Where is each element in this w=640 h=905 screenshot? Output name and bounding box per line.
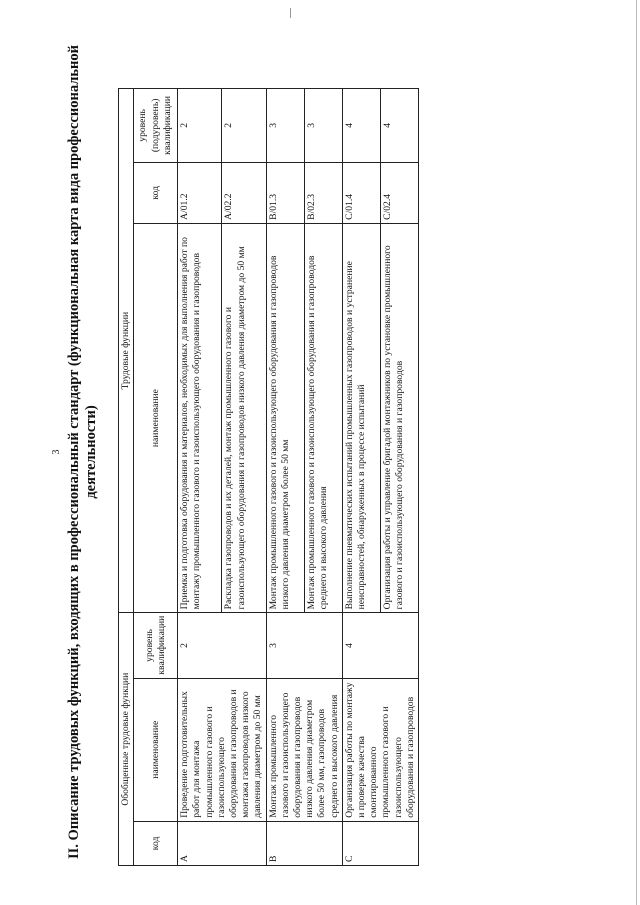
func-level-header: уровень (подуровень) квалификации	[134, 89, 178, 163]
function-level: 2	[222, 89, 266, 163]
group-level: 3	[266, 613, 342, 678]
gen-level-header: уровень квалификации	[134, 613, 178, 678]
group-level: 2	[178, 613, 266, 678]
table-row	[342, 89, 380, 866]
function-code: A/02.2	[222, 162, 266, 223]
gen-code-header: код	[134, 821, 178, 865]
group-code: A	[178, 821, 266, 865]
labor-functions-header: Трудовые функции	[119, 89, 134, 613]
function-name: Приемка и подготовка оборудования и материалов, необходимых для выполнения работ по монтажу промышленного газового и газоиспользующего оборудования и газопроводов	[178, 223, 222, 613]
group-name: Организация работы по монтажу и проверке качества смонтированного промышленного газового и газоиспользующего оборудования и газопроводов	[342, 678, 418, 821]
generalized-functions-header: Обобщенные трудовые функции	[119, 613, 134, 866]
section-title: II. Описание трудовых функций, входящих в профессиональный стандарт (функциональная карта вида профессиональной деятельности)	[66, 45, 99, 859]
function-name: Монтаж промышленного газового и газоиспользующего оборудования и газопроводов среднего и высокого давления	[304, 223, 342, 613]
function-name: Организация работы и управление бригадой монтажников по установке промышленного газового и газоиспользующего оборудования и газопроводов	[380, 223, 418, 613]
group-code: C	[342, 821, 418, 865]
function-name: Выполнение пневматических испытаний промышленных газопроводов и устранение неисправностей, обнаруженных в процессе испытаний	[342, 223, 380, 613]
function-level: 4	[380, 89, 418, 163]
function-level: 2	[178, 89, 222, 163]
group-name: Проведение подготовительных работ для монтажа промышленного газового и газоиспользующего оборудования и газопроводов и монтажа газопроводов низкого давления диаметром до 50 мм	[178, 678, 266, 821]
group-level: 4	[342, 613, 418, 678]
function-name: Раскладка газопроводов и их деталей, монтаж промышленного газового и газоиспользующего оборудования и газопроводов низкого давления диаметром до 50 мм	[222, 223, 266, 613]
function-level: 3	[266, 89, 304, 163]
function-level: 3	[304, 89, 342, 163]
function-code: B/01.3	[266, 162, 304, 223]
function-code: C/02.4	[380, 162, 418, 223]
func-name-header: наименование	[134, 223, 178, 613]
page-edge-line	[636, 0, 637, 905]
function-level: 4	[342, 89, 380, 163]
func-code-header: код	[134, 162, 178, 223]
gen-name-header: наименование	[134, 678, 178, 821]
function-code: C/01.4	[342, 162, 380, 223]
group-name: Монтаж промышленного газового и газоиспользующего оборудования и газопроводов низкого давления диаметром более 50 мм, газопроводов среднего и высокого давления	[266, 678, 342, 821]
functional-map-table	[118, 88, 419, 866]
table-body	[178, 89, 419, 866]
function-code: B/02.3	[304, 162, 342, 223]
rotated-document	[50, 32, 590, 872]
scan-mark	[290, 8, 291, 18]
page-number: 3	[51, 449, 62, 455]
table-row	[178, 89, 222, 866]
group-code: B	[266, 821, 342, 865]
function-code: A/01.2	[178, 162, 222, 223]
table-row	[266, 89, 304, 866]
function-name: Монтаж промышленного газового и газоиспользующего оборудования и газопроводов низкого давления диаметром более 50 мм	[266, 223, 304, 613]
